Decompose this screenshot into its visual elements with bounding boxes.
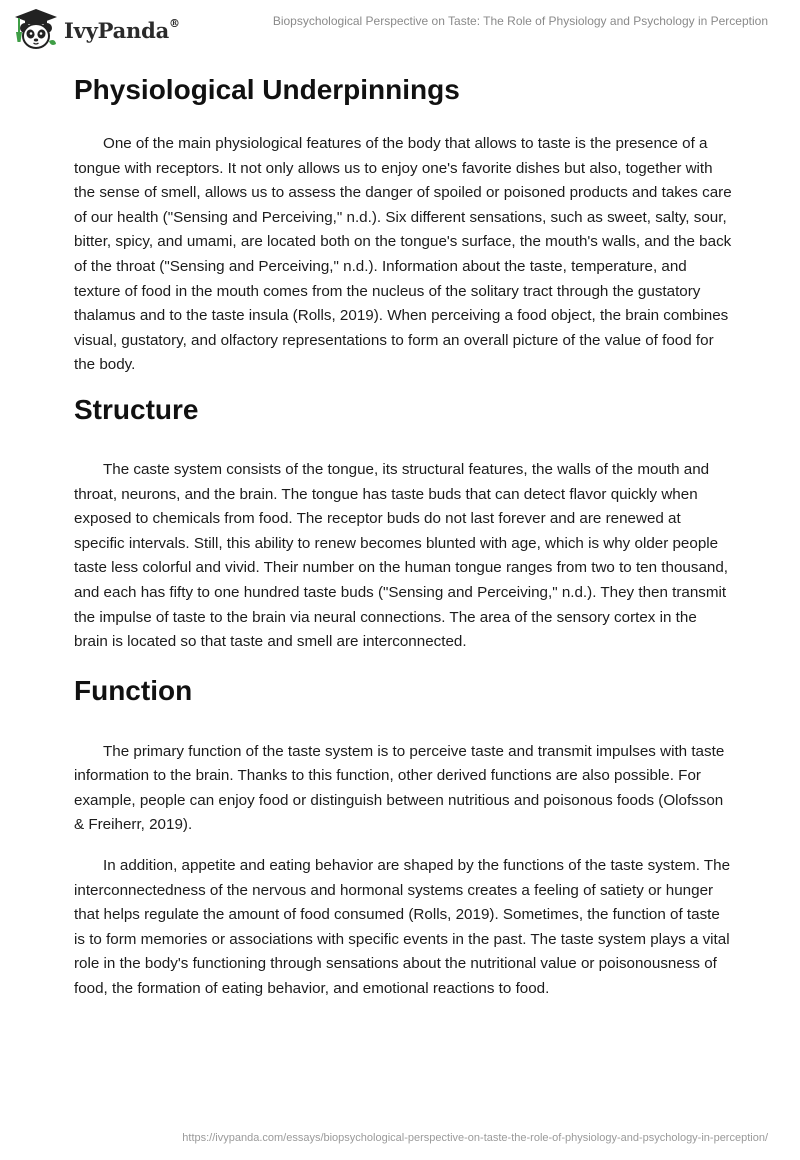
- paragraph-function-1: The primary function of the taste system is to perceive taste and transmit impulses with taste information to the brain. Thanks to this function, other derived functions are also possible. For example, people can enjoy food or distinguish between nutritious and poisonous foods (Olofsson & Freiherr, 2019).: [74, 742, 725, 834]
- paragraph-function-2: In addition, appetite and eating behavior are shaped by the functions of the taste system. The interconnectedness of the nervous and hormonal systems creates a feeling of satiety or hunger that helps regulate the amount of food consumed (Rolls, 2019). Sometimes, the function of taste is to form memories or associations with specific events in the past. The taste system plays a vital role in the body's functioning through sensations about the nutritional value or poisonousness of food, the formation of eating behavior, and emotional reactions to food.: [74, 857, 731, 998]
- paragraph-structure: The caste system consists of the tongue, its structural features, the walls of the mouth and throat, neurons, and the brain. The tongue has taste buds that can detect flavor quickly when exposed to chemicals from food. The receptor buds do not last forever and are renewed at specific intervals. Still, this ability to renew becomes blunted with age, which is why older people taste less colorful and vivid. Their number on the human tongue ranges from two to ten thousand, and each has fifty to one hundred taste buds ("Sensing and Perceiving," n.d.). They then transmit the impulse of taste to the brain via neural connections. The area of the sensory cortex in the brain is located so that taste and smell are interconnected.: [74, 460, 729, 651]
- section-heading-physiological-underpinnings: Physiological Underpinnings: [74, 74, 460, 105]
- page-header: [0, 0, 800, 60]
- logo-wordmark: IvyPanda®: [64, 16, 180, 43]
- paragraph-physiological-underpinnings: One of the main physiological features of the body that allows to taste is the presence of a tongue with receptors. It not only allows us to enjoy one's favorite dishes but also, together with the sense of smell, allows us to assess the danger of spoiled or poisoned products and takes care of our health ("Sensing and Perceiving," n.d.). Six different sensations, such as sweet, salty, sour, bitter, spicy, and umami, are located both on the tongue's surface, the mouth's walls, and the back of the throat ("Sensing and Perceiving," n.d.). Information about the taste, temperature, and texture of food in the mouth comes from the nucleus of the solitary tract through the gustatory thalamus and to the taste insula (Rolls, 2019). When perceiving a food object, the brain combines visual, gustatory, and olfactory representations to form an overall picture of the value of food for the body.: [74, 135, 732, 374]
- panda-graduate-icon: [14, 8, 58, 50]
- section-heading-function: Function: [74, 674, 193, 706]
- document-title: Biopsychological Perspective on Taste: The Role of Physiology and Psychology in Perception: [272, 14, 768, 28]
- section-heading-structure: Structure: [74, 393, 199, 425]
- ivypanda-logo[interactable]: [14, 8, 180, 50]
- source-url[interactable]: https://ivypanda.com/essays/biopsychological-perspective-on-taste-the-role-of-physiology-and-psychology-in-perception/: [182, 1132, 768, 1144]
- essay-body: [74, 72, 734, 1002]
